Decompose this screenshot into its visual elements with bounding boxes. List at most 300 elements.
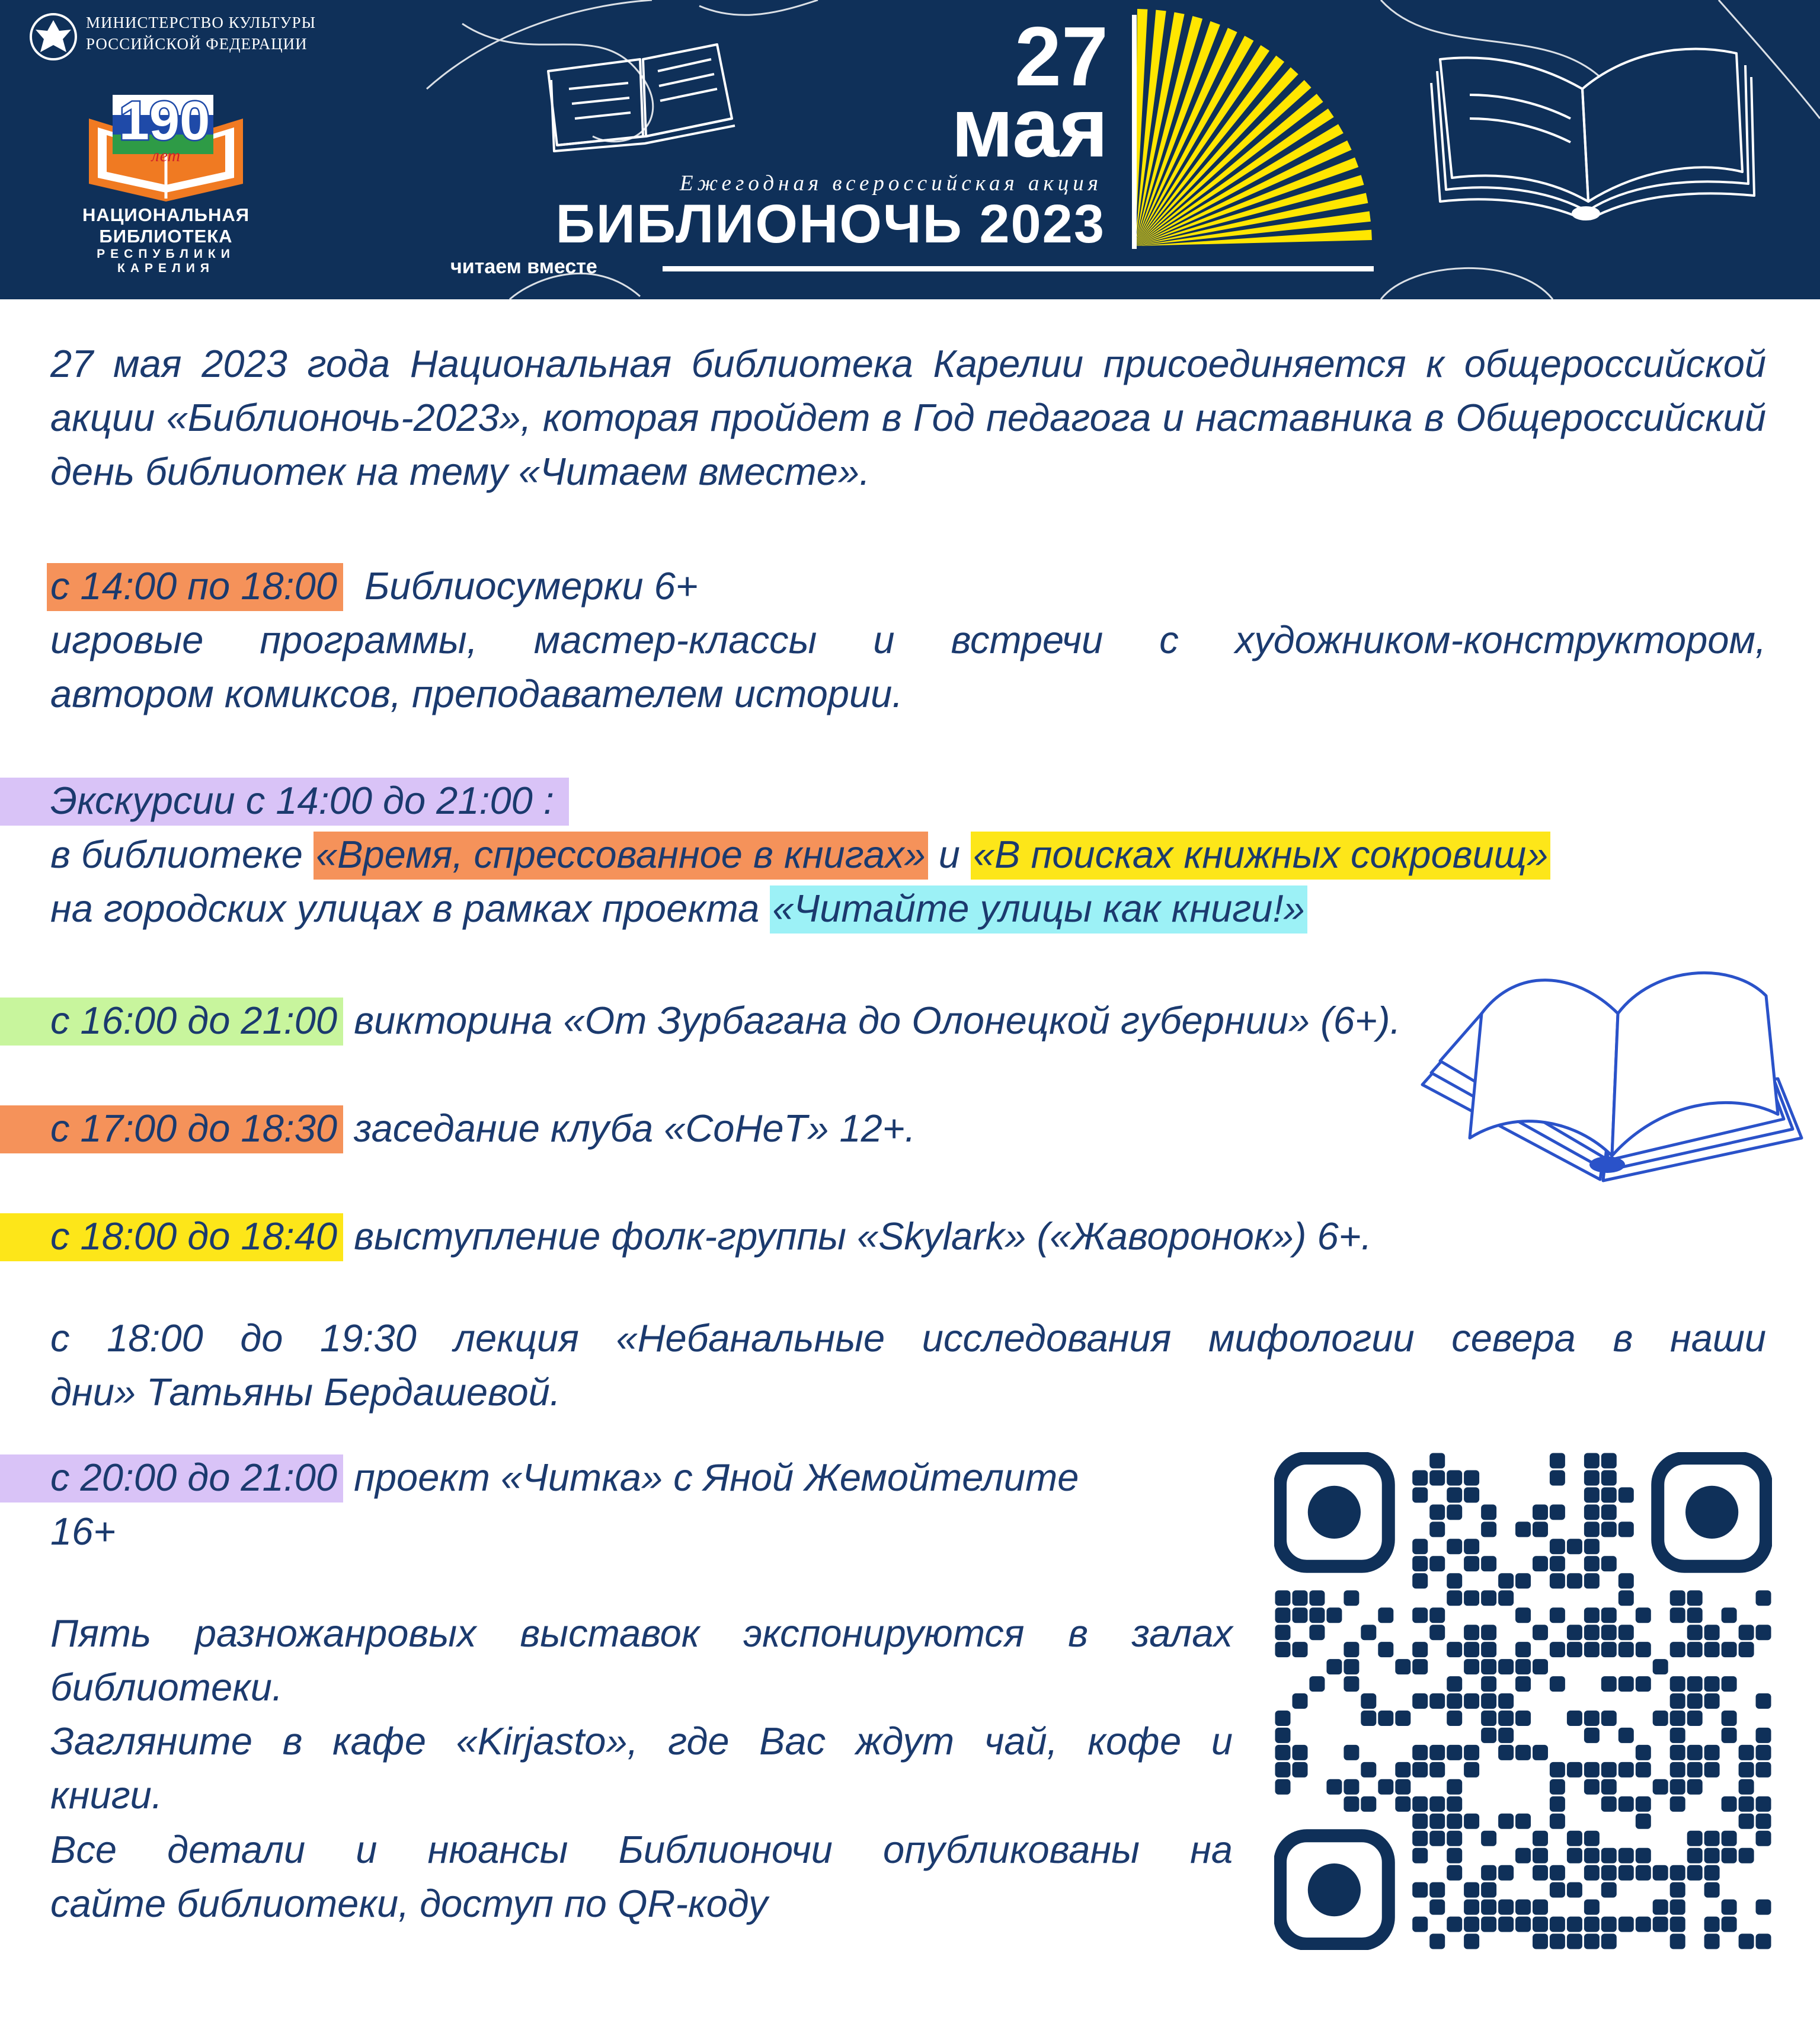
qr-module <box>1704 1762 1720 1778</box>
qr-module <box>1756 1745 1771 1760</box>
time-badge: с 18:00 до 18:40 <box>0 1213 343 1261</box>
qr-module <box>1361 1711 1376 1726</box>
qr-module <box>1601 1865 1617 1881</box>
qr-module <box>1533 1625 1548 1640</box>
sunburst-bar <box>1132 15 1137 249</box>
qr-module <box>1739 1814 1754 1829</box>
qr-module <box>1481 1590 1496 1606</box>
qr-module <box>1464 1659 1479 1674</box>
qr-module <box>1275 1625 1291 1640</box>
qr-module <box>1498 1693 1514 1709</box>
qr-module <box>1636 1745 1651 1760</box>
qr-module <box>1275 1642 1291 1657</box>
qr-module <box>1584 1573 1600 1588</box>
qr-module <box>1704 1625 1720 1640</box>
qr-module <box>1533 1745 1548 1760</box>
qr-module <box>1447 1779 1462 1795</box>
qr-module <box>1670 1711 1685 1726</box>
qr-module <box>1619 1848 1634 1863</box>
qr-module <box>1395 1779 1410 1795</box>
large-book-icon <box>1431 49 1754 220</box>
qr-module <box>1498 1728 1514 1743</box>
qr-module <box>1619 1590 1634 1606</box>
qr-module <box>1429 1470 1445 1486</box>
qr-module <box>1601 1676 1617 1692</box>
qr-module <box>1412 1796 1428 1812</box>
event-description: заседание клуба «СоНеТ» 12+. <box>354 1107 916 1150</box>
qr-module <box>1515 1521 1531 1537</box>
qr-module <box>1584 1762 1600 1778</box>
qr-module <box>1481 1625 1496 1640</box>
qr-module <box>1653 1659 1668 1674</box>
qr-module <box>1722 1848 1737 1863</box>
qr-module <box>1550 1470 1565 1486</box>
event-description: в библиотеке <box>50 833 303 876</box>
qr-module <box>1670 1934 1685 1949</box>
library-name-line: РЕСПУБЛИКИ <box>97 247 235 261</box>
qr-module <box>1619 1762 1634 1778</box>
qr-module <box>1567 1573 1582 1588</box>
qr-module <box>1704 1745 1720 1760</box>
qr-module <box>1584 1934 1600 1949</box>
event-description: викторина «От Зурбагана до Олонецкой губернии» (6+). <box>354 999 1401 1042</box>
qr-module <box>1550 1814 1565 1829</box>
qr-module <box>1670 1676 1685 1692</box>
qr-module <box>1447 1676 1462 1692</box>
qr-module <box>1515 1711 1531 1726</box>
qr-module <box>1670 1917 1685 1932</box>
qr-module <box>1636 1865 1651 1881</box>
qr-module <box>1447 1865 1462 1881</box>
event-description: на городских улицах в рамках проекта <box>50 887 760 930</box>
bibliosumerki-block <box>50 559 1766 721</box>
qr-module <box>1739 1848 1754 1863</box>
qr-module <box>1464 1625 1479 1640</box>
divider <box>663 266 1374 271</box>
qr-module <box>1550 1573 1565 1588</box>
qr-module <box>1601 1487 1617 1502</box>
anniversary-unit: лет <box>151 146 181 165</box>
exhibitions-text: Пять разножанровых выставок экспонируются в залах <box>50 1612 1233 1655</box>
event-title: БИБЛИОНОЧЬ 2023 <box>555 194 1105 254</box>
qr-module <box>1704 1848 1720 1863</box>
qr-module <box>1481 1865 1496 1881</box>
qr-module <box>1550 1882 1565 1898</box>
qr-module <box>1464 1762 1479 1778</box>
qr-module <box>1636 1642 1651 1657</box>
qr-module <box>1670 1693 1685 1709</box>
qr-module <box>1601 1934 1617 1949</box>
qr-module <box>1722 1642 1737 1657</box>
qr-finder-dot <box>1685 1486 1738 1539</box>
qr-module <box>1567 1625 1582 1640</box>
qr-module <box>1481 1556 1496 1571</box>
header-banner <box>0 0 1820 299</box>
qr-module <box>1481 1711 1496 1726</box>
ministry-line: МИНИСТЕРСТВО КУЛЬТУРЫ <box>86 14 316 31</box>
qr-module <box>1498 1814 1514 1829</box>
qr-module <box>1344 1745 1359 1760</box>
qr-module <box>1429 1796 1445 1812</box>
qr-module <box>1447 1693 1462 1709</box>
qr-module <box>1584 1625 1600 1640</box>
qr-module <box>1429 1762 1445 1778</box>
qr-module <box>1550 1934 1565 1949</box>
qr-module <box>1293 1745 1308 1760</box>
event-description: автором комиксов, преподавателем истории. <box>50 672 903 715</box>
qr-module <box>1429 1521 1445 1537</box>
qr-module <box>1447 1711 1462 1726</box>
qr-module <box>1464 1642 1479 1657</box>
qr-module <box>1344 1779 1359 1795</box>
qr-module <box>1412 1470 1428 1486</box>
qr-module <box>1481 1831 1496 1846</box>
qr-module <box>1429 1814 1445 1829</box>
qr-module <box>1687 1848 1703 1863</box>
qr-module <box>1429 1556 1445 1571</box>
qr-module <box>1550 1762 1565 1778</box>
qr-module <box>1704 1865 1720 1881</box>
event-description: с 18:00 до 19:30 лекция «Небанальные исследования мифологии севера в наши <box>50 1316 1766 1360</box>
qr-module <box>1361 1762 1376 1778</box>
qr-module <box>1584 1453 1600 1469</box>
qr-module <box>1653 1900 1668 1915</box>
exhibitions-text: книги. <box>50 1773 162 1817</box>
qr-module <box>1550 1539 1565 1554</box>
qr-finder-dot <box>1308 1863 1361 1916</box>
qr-module <box>1464 1814 1479 1829</box>
qr-module <box>1344 1590 1359 1606</box>
qr-module <box>1429 1831 1445 1846</box>
qr-module <box>1533 1934 1548 1949</box>
qr-module <box>1722 1607 1737 1623</box>
qr-module <box>1739 1625 1754 1640</box>
qr-module <box>1378 1711 1393 1726</box>
qr-module <box>1619 1487 1634 1502</box>
qr-module <box>1601 1642 1617 1657</box>
qr-module <box>1584 1711 1600 1726</box>
qr-module <box>1533 1848 1548 1863</box>
qr-module <box>1704 1934 1720 1949</box>
qr-module <box>1704 1693 1720 1709</box>
qr-module <box>1481 1882 1496 1898</box>
qr-module <box>1550 1642 1565 1657</box>
ministry-label <box>86 12 316 55</box>
qr-module <box>1687 1590 1703 1606</box>
qr-module <box>1687 1762 1703 1778</box>
qr-module <box>1567 1539 1582 1554</box>
qr-module <box>1619 1676 1634 1692</box>
qr-module <box>1275 1711 1291 1726</box>
qr-module <box>1653 1865 1668 1881</box>
qr-module <box>1601 1607 1617 1623</box>
qr-module <box>1344 1659 1359 1674</box>
qr-module <box>1498 1659 1514 1674</box>
qr-module <box>1275 1745 1291 1760</box>
qr-module <box>1670 1900 1685 1915</box>
qr-module <box>1653 1917 1668 1932</box>
qr-module <box>1687 1865 1703 1881</box>
qr-module <box>1567 1831 1582 1846</box>
tour-name: «Время, спрессованное в книгах» <box>314 832 928 880</box>
qr-module <box>1584 1728 1600 1743</box>
qr-module <box>1704 1676 1720 1692</box>
qr-module <box>1498 1917 1514 1932</box>
qr-module <box>1601 1796 1617 1812</box>
qr-module <box>1756 1814 1771 1829</box>
qr-module <box>1309 1607 1325 1623</box>
qr-module <box>1498 1573 1514 1588</box>
qr-module <box>1601 1779 1617 1795</box>
qr-module <box>1739 1779 1754 1795</box>
qr-module <box>1447 1745 1462 1760</box>
qr-module <box>1533 1659 1548 1674</box>
qr-module <box>1395 1762 1410 1778</box>
qr-module <box>1275 1607 1291 1623</box>
qr-module <box>1326 1607 1342 1623</box>
qr-module <box>1464 1556 1479 1571</box>
qr-module <box>1550 1453 1565 1469</box>
library-name-line: НАЦИОНАЛЬНАЯ <box>82 204 250 225</box>
qr-module <box>1704 1882 1720 1898</box>
qr-module <box>1464 1487 1479 1502</box>
qr-module <box>1429 1745 1445 1760</box>
event-title-text: Библиосумерки 6+ <box>364 564 698 608</box>
anniversary-number: 190 <box>119 91 210 151</box>
qr-module <box>1481 1659 1496 1674</box>
qr-module <box>1550 1504 1565 1520</box>
qr-module <box>1309 1590 1325 1606</box>
folk-block <box>50 1209 1766 1263</box>
qr-module <box>1670 1779 1685 1795</box>
qr-module <box>1601 1521 1617 1537</box>
qr-module <box>1515 1900 1531 1915</box>
qr-module <box>1670 1882 1685 1898</box>
qr-module <box>1412 1814 1428 1829</box>
qr-module <box>1447 1848 1462 1863</box>
qr-module <box>1601 1504 1617 1520</box>
qr-module <box>1619 1573 1634 1588</box>
qr-module <box>1498 1865 1514 1881</box>
qr-module <box>1619 1796 1634 1812</box>
qr-module <box>1601 1556 1617 1571</box>
qr-module <box>1584 1504 1600 1520</box>
qr-module <box>1756 1831 1771 1846</box>
qr-module <box>1550 1556 1565 1571</box>
qr-module <box>1481 1521 1496 1537</box>
qr-module <box>1636 1848 1651 1863</box>
qr-module <box>1533 1504 1548 1520</box>
qr-module <box>1498 1900 1514 1915</box>
qr-module <box>1739 1745 1754 1760</box>
event-month: мая <box>951 81 1108 175</box>
qr-module <box>1533 1831 1548 1846</box>
sunburst-icon <box>1132 9 1372 249</box>
qr-module <box>1756 1796 1771 1812</box>
qr-module <box>1670 1607 1685 1623</box>
excursions-block <box>50 773 1816 935</box>
qr-module <box>1515 1573 1531 1588</box>
qr-module <box>1756 1590 1771 1606</box>
qr-module <box>1275 1728 1291 1743</box>
qr-module <box>1395 1796 1410 1812</box>
ministry-line: РОССИЙСКОЙ ФЕДЕРАЦИИ <box>86 35 308 53</box>
qr-module <box>1447 1590 1462 1606</box>
qr-code[interactable] <box>1274 1452 1772 1950</box>
qr-module <box>1601 1762 1617 1778</box>
qr-module <box>1670 1762 1685 1778</box>
qr-module <box>1515 1659 1531 1674</box>
time-badge: Экскурсии с 14:00 до 21:00 : <box>0 778 569 826</box>
qr-module <box>1567 1762 1582 1778</box>
qr-module <box>1309 1676 1325 1692</box>
event-tagline: читаем вместе <box>450 255 597 278</box>
qr-module <box>1670 1728 1685 1743</box>
qr-module <box>1601 1711 1617 1726</box>
qr-module <box>1447 1917 1462 1932</box>
qr-module <box>1584 1779 1600 1795</box>
qr-module <box>1429 1934 1445 1949</box>
exhibitions-text: Загляните в кафе «Kirjasto», где Вас ждут чай, кофе и <box>50 1719 1233 1763</box>
qr-module <box>1601 1848 1617 1863</box>
qr-module <box>1601 1917 1617 1932</box>
qr-module <box>1326 1779 1342 1795</box>
qr-module <box>1464 1900 1479 1915</box>
qr-module <box>1361 1625 1376 1640</box>
library-name-line: КАРЕЛИЯ <box>117 261 215 275</box>
qr-module <box>1293 1693 1308 1709</box>
qr-module <box>1687 1779 1703 1795</box>
event-description: выступление фолк-группы «Skylark» («Жаворонок») 6+. <box>354 1214 1372 1258</box>
details-text: Все детали и нюансы Библионочи опубликованы на <box>50 1828 1233 1871</box>
chitka-block <box>50 1450 1236 1558</box>
event-description: проект «Читка» с Яной Жемойтелите <box>354 1456 1079 1499</box>
qr-module <box>1567 1711 1582 1726</box>
conjunction: и <box>938 833 960 876</box>
qr-module <box>1344 1676 1359 1692</box>
exhibitions-block <box>50 1606 1233 1822</box>
qr-module <box>1687 1711 1703 1726</box>
qr-module <box>1481 1676 1496 1692</box>
qr-module <box>1636 1814 1651 1829</box>
qr-module <box>1412 1642 1428 1657</box>
qr-module <box>1722 1900 1737 1915</box>
qr-module <box>1584 1642 1600 1657</box>
qr-module <box>1670 1796 1685 1812</box>
event-date <box>895 9 1108 175</box>
qr-module <box>1584 1848 1600 1863</box>
qr-module <box>1344 1796 1359 1812</box>
project-name: «Читайте улицы как книги!» <box>770 885 1307 934</box>
qr-module <box>1756 1728 1771 1743</box>
qr-module <box>1481 1693 1496 1709</box>
qr-module <box>1378 1642 1393 1657</box>
qr-module <box>1739 1642 1754 1657</box>
library-name <box>71 204 261 276</box>
qr-module <box>1687 1831 1703 1846</box>
qr-module <box>1412 1573 1428 1588</box>
qr-module <box>1447 1642 1462 1657</box>
qr-module <box>1464 1590 1479 1606</box>
qr-module <box>1429 1625 1445 1640</box>
qr-module <box>1722 1917 1737 1932</box>
qr-module <box>1533 1521 1548 1537</box>
qr-finder-dot <box>1308 1486 1361 1539</box>
qr-module <box>1584 1539 1600 1554</box>
qr-module <box>1429 1453 1445 1469</box>
lecture-block <box>50 1311 1766 1419</box>
qr-module <box>1619 1642 1634 1657</box>
qr-module <box>1601 1882 1617 1898</box>
qr-module <box>1412 1745 1428 1760</box>
qr-module <box>1739 1796 1754 1812</box>
qr-module <box>1584 1487 1600 1502</box>
qr-module <box>1584 1900 1600 1915</box>
qr-module <box>1412 1917 1428 1932</box>
qr-module <box>1326 1659 1342 1674</box>
qr-module <box>1378 1779 1393 1795</box>
details-block <box>50 1823 1233 1930</box>
qr-module <box>1498 1590 1514 1606</box>
qr-module <box>1756 1934 1771 1949</box>
qr-module <box>1429 1504 1445 1520</box>
qr-module <box>1429 1882 1445 1898</box>
qr-module <box>1567 1848 1582 1863</box>
qr-module <box>1447 1814 1462 1829</box>
time-badge: с 20:00 до 21:00 <box>0 1454 343 1502</box>
qr-module <box>1687 1607 1703 1623</box>
qr-module <box>1704 1642 1720 1657</box>
qr-module <box>1584 1607 1600 1623</box>
qr-module <box>1464 1917 1479 1932</box>
qr-module <box>1567 1882 1582 1898</box>
qr-module <box>1636 1607 1651 1623</box>
qr-module <box>1584 1917 1600 1932</box>
qr-module <box>1533 1556 1548 1571</box>
qr-module <box>1447 1573 1462 1588</box>
qr-module <box>1464 1882 1479 1898</box>
qr-module <box>1636 1796 1651 1812</box>
qr-module <box>1687 1642 1703 1657</box>
qr-module <box>1550 1676 1565 1692</box>
qr-module <box>1704 1831 1720 1846</box>
library-name-line: БИБЛИОТЕКА <box>99 226 233 247</box>
qr-module <box>1412 1848 1428 1863</box>
qr-module <box>1653 1779 1668 1795</box>
qr-module <box>1481 1900 1496 1915</box>
qr-module <box>1429 1607 1445 1623</box>
intro-paragraph: 27 мая 2023 года Национальная библиотека Карелии присоединяется к общероссийской акции «Библионочь-2023», которая пройдет в Год педагога и наставника в Общероссийский день библиотек на тему «Читаем вместе». <box>50 342 1766 493</box>
qr-module <box>1447 1796 1462 1812</box>
qr-module <box>1515 1848 1531 1863</box>
qr-module <box>1447 1831 1462 1846</box>
qr-module <box>1412 1539 1428 1554</box>
qr-module <box>1670 1745 1685 1760</box>
qr-module <box>1601 1453 1617 1469</box>
qr-module <box>1670 1642 1685 1657</box>
qr-module <box>1584 1521 1600 1537</box>
qr-module <box>1739 1762 1754 1778</box>
tour-name: «В поисках книжных сокровищ» <box>971 832 1550 880</box>
qr-module <box>1687 1745 1703 1760</box>
qr-module <box>1739 1934 1754 1949</box>
qr-module <box>1619 1625 1634 1640</box>
qr-module <box>1584 1556 1600 1571</box>
qr-module <box>1584 1831 1600 1846</box>
time-badge: с 17:00 до 18:30 <box>0 1105 343 1153</box>
sunburst-ray <box>1135 124 1344 246</box>
qr-module <box>1344 1642 1359 1657</box>
